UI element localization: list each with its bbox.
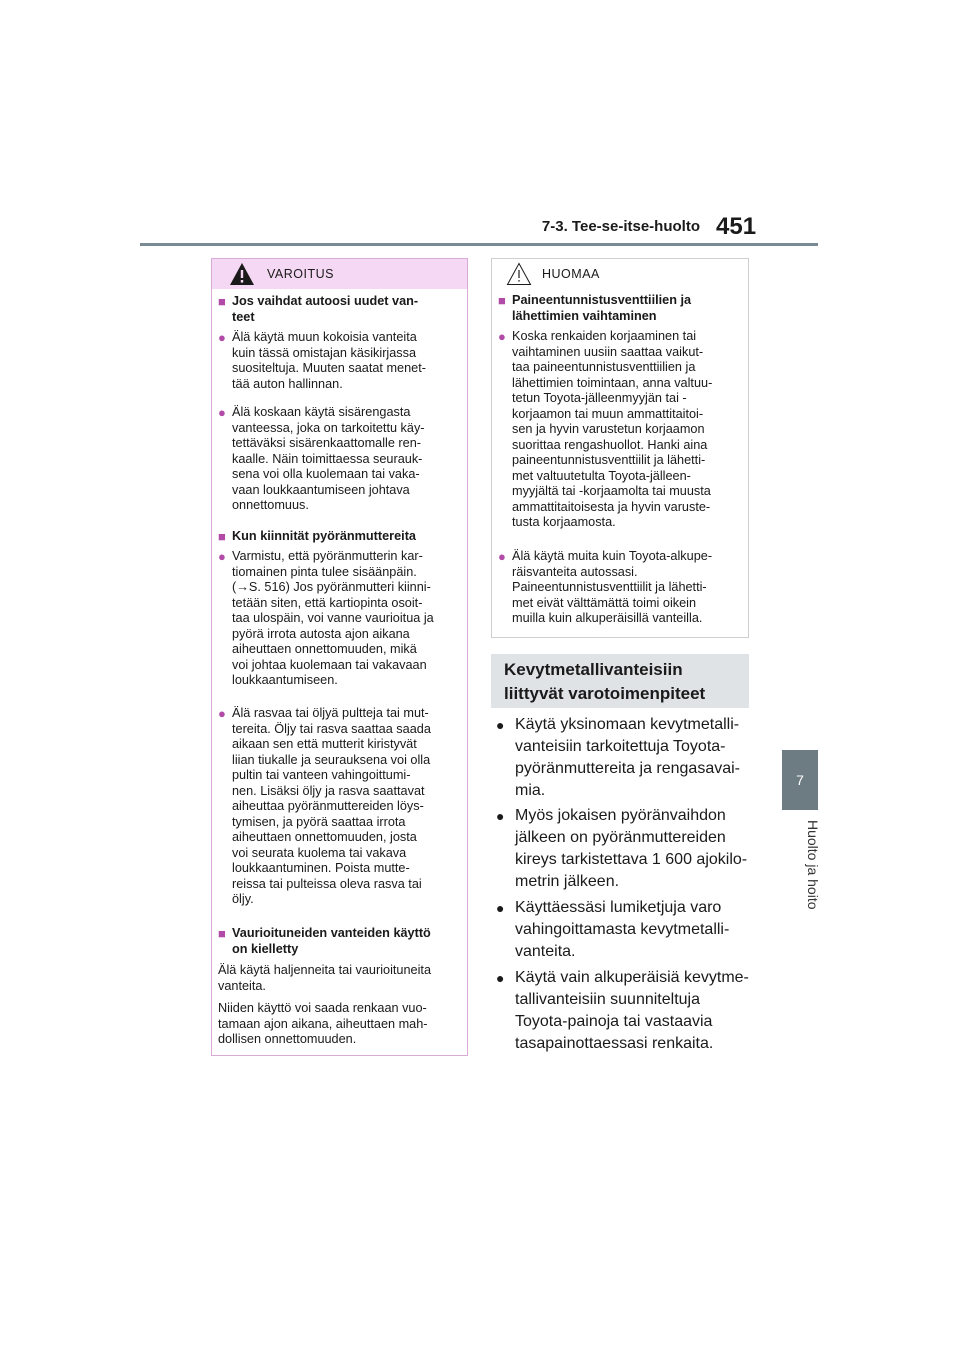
text-line: liian tiukalle ja seurauksena voi olla: [232, 752, 431, 767]
text-line: pyörä irrota autosta ajon aikana: [232, 626, 410, 641]
text-line: onnettomuus.: [232, 498, 309, 512]
text-line: Vaurioituneiden vanteiden käyttö: [232, 926, 431, 940]
section-heading-text: [504, 658, 744, 706]
text-line: loukkaantuminen. Poista mutte-: [232, 861, 410, 875]
dot-marker-icon: ●: [218, 549, 226, 564]
text-line: tusta korjaamosta.: [512, 515, 616, 529]
text-line: Käyttäessäsi lumiketjuja varo: [515, 899, 722, 916]
warning-title: VAROITUS: [267, 267, 334, 281]
list-item: [496, 714, 754, 804]
dot-marker-icon: ●: [218, 706, 226, 721]
caution-header: [492, 259, 748, 289]
text-line: Niiden käyttö voi saada renkaan vuo-: [218, 1001, 427, 1015]
text-line: vaan loukkaantumiseen johtava: [232, 482, 410, 497]
text-line: tiomainen pinta tulee sisäänpäin.: [232, 564, 417, 579]
square-marker-icon: ■: [218, 294, 226, 309]
text-line: Toyota-painoja tai vastaavia: [515, 1013, 713, 1030]
warning-item-nut-taper: [218, 549, 464, 691]
text-line: lähettimien vaihtaminen: [512, 308, 657, 323]
text-line: Myös jokaisen pyöränvaihdon: [515, 807, 726, 824]
dot-marker-icon: ●: [498, 549, 506, 564]
warning-triangle-icon: [229, 262, 255, 286]
text-line: Koska renkaiden korjaaminen tai: [512, 329, 697, 343]
caution-triangle-icon: [506, 262, 532, 286]
text-line: myyjältä tai -korjaamolta tai muusta: [512, 484, 711, 498]
text-line: suositeltuja. Muuten saatat menet-: [232, 361, 426, 375]
text-line: tamaan ajon aikana, aiheuttaen mah-: [218, 1016, 428, 1031]
text-line: pultin tai vanteen vahingoittumi-: [232, 768, 411, 782]
text-line: sen ja hyvin varustetun korjaamon: [512, 422, 705, 436]
text-line: Kevytmetallivanteisiin: [504, 660, 683, 679]
text-line: met eivät välttämättä toimi oikein: [512, 595, 697, 610]
list-item: [496, 805, 754, 895]
text-line: Käytä yksinomaan kevytmetalli-: [515, 716, 740, 733]
text-line: tettäväksi sisärenkaattomalle ren-: [232, 436, 421, 450]
text-line: metrin jälkeen.: [515, 873, 620, 890]
text-line: paineentunnistusventtiilit ja lähetti-: [512, 453, 706, 467]
text-line: tallivanteisiin suunniteltuja: [515, 991, 700, 1008]
text-line: ammattitaitoisesta ja hyvin varuste-: [512, 499, 711, 514]
text-line: korjaamon tai muun ammattitaitoi-: [512, 406, 704, 421]
text-line: pyöränmuttereita ja rengasavai-: [515, 760, 741, 777]
warning-item-size: [218, 330, 464, 394]
text-line: suorittaa rengashuollot. Hanki aina: [512, 437, 708, 452]
text-line: kaalle. Näin toimittaessa seurauk-: [232, 451, 423, 466]
text-line: tetään siten, että kartiopinta osoit-: [232, 595, 423, 610]
text-line: tää auton hallinnan.: [232, 376, 343, 391]
warning-paragraph-cracked: [218, 963, 466, 995]
text-line: kuin tässä omistajan käsikirjassa: [232, 345, 417, 360]
text-line: vaihtaminen uusiin saattaa vaikut-: [512, 344, 704, 359]
text-line: vanteita.: [218, 978, 266, 993]
warning-heading-nuts: [218, 529, 464, 547]
text-line: sena voi olla kuolemaan tai vaka-: [232, 467, 420, 481]
text-line: taa ulospäin, voi vanne vaurioitua ja: [232, 611, 434, 625]
text-line: loukkaantumiseen.: [232, 673, 338, 687]
text-line: vanteessa, joka on tarkoitettu käy-: [232, 420, 425, 435]
page-number: 451: [716, 213, 757, 240]
text-line: tasapainottaessasi renkaita.: [515, 1035, 714, 1052]
bullet-icon: ●: [496, 717, 505, 733]
square-marker-icon: ■: [218, 529, 226, 544]
text-line: lähettimien toimintaan, anna valtuu-: [512, 375, 713, 390]
text-line: aiheuttaa pyöränmuttereiden löys-: [232, 799, 424, 813]
text-line: Paineentunnistusventtiilien ja: [512, 293, 692, 307]
text-line: öljy.: [232, 892, 254, 906]
bullet-icon: ●: [496, 970, 505, 986]
chapter-tab: 7: [782, 750, 818, 810]
text-line: dollisen onnettomuuden.: [218, 1032, 357, 1046]
list-item: [496, 967, 754, 1057]
text-line: Älä käytä muun kokoisia vanteita: [232, 330, 417, 344]
text-line: aiheuttaen onnettomuuden, josta: [232, 830, 417, 844]
text-line: nen. Lisäksi öljy ja rasva saattavat: [232, 783, 425, 798]
text-line: Paineentunnistusventtiilit ja lähetti-: [512, 580, 707, 594]
text-line: vanteita.: [515, 943, 576, 960]
caution-heading-valves: [498, 293, 744, 325]
text-line: liittyvät varotoimenpiteet: [504, 684, 706, 703]
bullet-icon: ●: [496, 808, 505, 824]
text-line: räisvanteita autossasi.: [512, 564, 638, 579]
text-line: Jos vaihdat autoosi uudet van-: [232, 294, 419, 308]
text-line: vahingoittamasta kevytmetalli-: [515, 921, 730, 938]
list-item: [496, 897, 754, 965]
text-line: teet: [232, 309, 255, 324]
text-line: voi seurata kuolema tai vakava: [232, 845, 407, 860]
text-line: taa paineentunnistusventtiilien ja: [512, 360, 696, 374]
text-line: Käytä vain alkuperäisiä kevytme-: [515, 969, 749, 986]
text-line: aiheuttaen onnettomuuden, mikä: [232, 642, 417, 656]
text-line: Älä rasvaa tai öljyä pultteja tai mut-: [232, 706, 429, 720]
bullet-icon: ●: [496, 900, 505, 916]
section-title: 7-3. Tee-se-itse-huolto: [541, 218, 700, 235]
caution-item-repair: [498, 329, 744, 534]
text-line: Kun kiinnität pyöränmuttereita: [232, 529, 416, 543]
section-heading: [491, 654, 749, 708]
text-line: on kielletty: [232, 941, 299, 956]
square-marker-icon: ■: [498, 293, 506, 308]
chapter-name: Huolto ja hoito: [805, 820, 821, 910]
text-line: aikaan sen että mutterit kiristyvät: [232, 737, 417, 751]
warning-header: [212, 259, 467, 289]
text-line: Älä koskaan käytä sisärengasta: [232, 405, 411, 419]
dot-marker-icon: ●: [218, 405, 226, 420]
text-line: mia.: [515, 782, 546, 799]
dot-marker-icon: ●: [218, 330, 226, 345]
text-line: (→S. 516) Jos pyöränmutteri kiinni-: [232, 580, 431, 594]
warning-heading-damaged: [218, 926, 464, 958]
caution-box: [491, 258, 749, 638]
caution-title: HUOMAA: [542, 267, 600, 281]
warning-box: [211, 258, 468, 1056]
text-line: tymisen, ja pyörä saattaa irrota: [232, 814, 406, 829]
caution-item-genuine: [498, 549, 744, 629]
square-marker-icon: ■: [218, 926, 226, 941]
text-line: kireys tarkistettava 1 600 ajokilo-: [515, 851, 748, 868]
text-line: jälkeen on pyöränmuttereiden: [515, 829, 726, 846]
text-line: vanteisiin tarkoitettuja Toyota-: [515, 738, 726, 755]
header-rule: [140, 243, 818, 246]
dot-marker-icon: ●: [498, 329, 506, 344]
text-line: muilla kuin alkuperäisillä vanteilla.: [512, 611, 703, 625]
text-line: Varmistu, että pyöränmutterin kar-: [232, 549, 423, 563]
warning-paragraph-leak: [218, 1001, 466, 1049]
text-line: tereita. Öljy tai rasva saattaa saada: [232, 721, 431, 736]
text-line: reissa tai pulteissa oleva rasva tai: [232, 876, 422, 891]
text-line: Älä käytä muita kuin Toyota-alkupe-: [512, 549, 713, 563]
text-line: met valtuutetulta Toyota-jälleen-: [512, 468, 691, 483]
text-line: tetun Toyota-jälleenmyyjän tai -: [512, 391, 687, 405]
text-line: Älä käytä haljenneita tai vaurioituneita: [218, 963, 432, 977]
warning-item-tube: [218, 405, 464, 515]
text-line: voi johtaa kuolemaan tai vakavaan: [232, 657, 427, 672]
warning-item-grease: [218, 706, 464, 911]
warning-heading-new-wheels: [218, 294, 464, 326]
